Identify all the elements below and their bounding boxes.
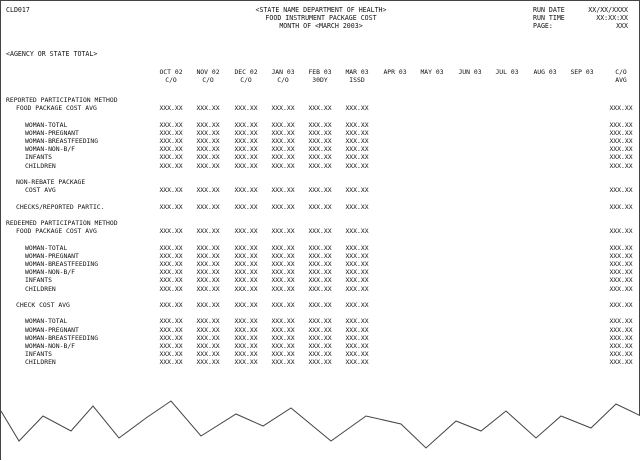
table-cell: XXX.XX [234, 186, 258, 195]
table-cell: XXX.XX [345, 251, 369, 260]
table-cell: XXX.XX [196, 145, 220, 154]
table-cell: XXX.XX [609, 153, 633, 162]
table-cell: XXX.XX [345, 317, 369, 326]
table-cell: XXX.XX [234, 260, 258, 268]
table-cell: XXX.XX [196, 317, 220, 326]
column-header: MAY 03 [420, 68, 444, 76]
table-cell: XXX.XX [609, 260, 633, 268]
torn-edge [1, 396, 640, 461]
table-cell: XXX.XX [609, 120, 633, 129]
table-cell: XXX.XX [308, 260, 332, 268]
table-cell: XXX.XX [271, 317, 295, 326]
table-cell: XXX.XX [234, 128, 258, 137]
table-cell: XXX.XX [159, 145, 183, 154]
table-cell: XXX.XX [345, 268, 369, 277]
table-cell: XXX.XX [196, 276, 220, 285]
row-label: WOMAN-NON-B/F [25, 145, 76, 154]
table-cell: XXX.XX [159, 342, 183, 350]
table-cell: XXX.XX [159, 227, 183, 236]
table-cell: XXX.XX [271, 325, 295, 334]
table-cell: XXX.XX [609, 128, 633, 137]
table-cell: XXX.XX [308, 120, 332, 129]
table-cell: XXX.XX [196, 120, 220, 129]
table-cell: XXX.XX [345, 301, 369, 309]
table-cell: XXX.XX [159, 317, 183, 326]
column-header: NOV 02 [196, 68, 220, 76]
table-cell: XXX.XX [609, 342, 633, 350]
row-label: WOMAN-TOTAL [25, 317, 68, 326]
table-cell: XXX.XX [308, 276, 332, 285]
table-cell: XXX.XX [345, 260, 369, 268]
row-label: REDEEMED PARTICIPATION METHOD [6, 219, 118, 227]
table-cell: XXX.XX [196, 243, 220, 252]
run-time-label: RUN TIME [533, 14, 565, 22]
table-cell: XXX.XX [609, 350, 633, 359]
row-label: WOMAN-PREGNANT [25, 128, 79, 137]
table-cell: XXX.XX [159, 268, 183, 277]
run-date-value: XX/XX/XXXX [588, 6, 628, 14]
report-month: MONTH OF <MARCH 2003> [279, 22, 363, 30]
table-cell: XXX.XX [159, 276, 183, 285]
column-header: MAR 03 [345, 68, 369, 76]
row-label: CHILDREN [25, 161, 56, 170]
table-cell: XXX.XX [345, 137, 369, 145]
column-header: JUN 03 [458, 68, 482, 76]
table-cell: XXX.XX [609, 317, 633, 326]
table-cell: XXX.XX [234, 350, 258, 359]
table-cell: XXX.XX [345, 161, 369, 170]
row-label: NON-REBATE PACKAGE [16, 178, 86, 186]
table-cell: XXX.XX [234, 251, 258, 260]
table-cell: XXX.XX [271, 104, 295, 113]
table-cell: XXX.XX [234, 342, 258, 350]
column-header: JAN 03 [271, 68, 295, 76]
table-cell: XXX.XX [271, 358, 295, 367]
table-cell: XXX.XX [308, 268, 332, 277]
table-cell: XXX.XX [308, 145, 332, 154]
table-cell: XXX.XX [345, 342, 369, 350]
row-label: WOMAN-NON-B/F [25, 342, 76, 350]
table-cell: XXX.XX [345, 104, 369, 113]
table-cell: XXX.XX [345, 153, 369, 162]
table-cell: XXX.XX [234, 120, 258, 129]
table-cell: XXX.XX [308, 251, 332, 260]
table-cell: XXX.XX [609, 284, 633, 293]
table-cell: XXX.XX [308, 202, 332, 211]
column-header: SEP 03 [570, 68, 594, 76]
table-cell: XXX.XX [196, 260, 220, 268]
table-cell: XXX.XX [308, 358, 332, 367]
report-title: FOOD INSTRUMENT PACKAGE COST [265, 14, 377, 22]
table-cell: XXX.XX [308, 301, 332, 309]
table-cell: XXX.XX [159, 358, 183, 367]
table-cell: XXX.XX [308, 317, 332, 326]
row-label: FOOD PACKAGE COST AVG [16, 227, 97, 236]
table-cell: XXX.XX [234, 268, 258, 277]
row-label: CHECK COST AVG [16, 301, 70, 309]
row-label: INFANTS [25, 153, 52, 162]
table-cell: XXX.XX [308, 227, 332, 236]
table-cell: XXX.XX [196, 251, 220, 260]
table-cell: XXX.XX [196, 342, 220, 350]
table-cell: XXX.XX [196, 284, 220, 293]
table-cell: XXX.XX [234, 358, 258, 367]
table-cell: XXX.XX [271, 120, 295, 129]
table-cell: XXX.XX [234, 284, 258, 293]
table-cell: XXX.XX [234, 317, 258, 326]
table-cell: XXX.XX [196, 301, 220, 309]
table-cell: XXX.XX [234, 333, 258, 342]
page-label: PAGE: [533, 22, 553, 30]
table-cell: XXX.XX [234, 153, 258, 162]
table-cell: XXX.XX [345, 145, 369, 154]
row-label: WOMAN-BREASTFEEDING [25, 333, 99, 342]
table-cell: XXX.XX [271, 251, 295, 260]
table-cell: XXX.XX [271, 202, 295, 211]
table-cell: XXX.XX [308, 350, 332, 359]
table-cell: XXX.XX [271, 342, 295, 350]
table-cell: XXX.XX [196, 268, 220, 277]
table-cell: XXX.XX [234, 301, 258, 309]
table-cell: XXX.XX [308, 333, 332, 342]
table-cell: XXX.XX [345, 227, 369, 236]
table-cell: XXX.XX [234, 227, 258, 236]
table-cell: XXX.XX [271, 145, 295, 154]
table-cell: XXX.XX [345, 276, 369, 285]
table-cell: XXX.XX [345, 333, 369, 342]
column-header: AUG 03 [533, 68, 557, 76]
table-cell: XXX.XX [159, 301, 183, 309]
table-cell: XXX.XX [196, 186, 220, 195]
row-label: WOMAN-PREGNANT [25, 325, 79, 334]
column-header: C/O [615, 68, 627, 76]
column-header: JUL 03 [495, 68, 519, 76]
row-label: CHECKS/REPORTED PARTIC. [16, 202, 105, 211]
table-cell: XXX.XX [609, 161, 633, 170]
row-label: WOMAN-PREGNANT [25, 251, 79, 260]
table-cell: XXX.XX [308, 284, 332, 293]
table-cell: XXX.XX [271, 350, 295, 359]
table-cell: XXX.XX [345, 358, 369, 367]
table-cell: XXX.XX [271, 268, 295, 277]
table-cell: XXX.XX [196, 227, 220, 236]
table-cell: XXX.XX [159, 104, 183, 113]
table-cell: XXX.XX [345, 350, 369, 359]
table-cell: XXX.XX [308, 325, 332, 334]
column-subheader: C/O [240, 76, 252, 84]
table-cell: XXX.XX [234, 325, 258, 334]
table-cell: XXX.XX [609, 268, 633, 277]
column-header: FEB 03 [308, 68, 332, 76]
table-cell: XXX.XX [308, 161, 332, 170]
row-label: COST AVG [25, 186, 56, 195]
table-cell: XXX.XX [609, 301, 633, 309]
row-label: WOMAN-BREASTFEEDING [25, 260, 99, 268]
table-cell: XXX.XX [159, 260, 183, 268]
table-cell: XXX.XX [271, 276, 295, 285]
row-label: WOMAN-TOTAL [25, 243, 68, 252]
table-cell: XXX.XX [609, 325, 633, 334]
table-cell: XXX.XX [308, 186, 332, 195]
column-header: OCT 02 [159, 68, 183, 76]
row-label: REPORTED PARTICIPATION METHOD [6, 96, 118, 104]
table-cell: XXX.XX [159, 137, 183, 145]
run-date-label: RUN DATE [533, 6, 565, 14]
table-cell: XXX.XX [196, 202, 220, 211]
table-cell: XXX.XX [159, 161, 183, 170]
table-cell: XXX.XX [159, 350, 183, 359]
table-cell: XXX.XX [234, 161, 258, 170]
table-cell: XXX.XX [271, 260, 295, 268]
table-cell: XXX.XX [609, 202, 633, 211]
table-cell: XXX.XX [234, 145, 258, 154]
table-cell: XXX.XX [196, 153, 220, 162]
table-cell: XXX.XX [196, 358, 220, 367]
table-cell: XXX.XX [234, 202, 258, 211]
table-cell: XXX.XX [159, 243, 183, 252]
page-value: XXX [616, 22, 628, 30]
row-label: CHILDREN [25, 358, 56, 367]
column-subheader: C/O [277, 76, 289, 84]
table-cell: XXX.XX [159, 202, 183, 211]
column-subheader: ISSD [349, 76, 365, 84]
table-cell: XXX.XX [159, 284, 183, 293]
table-cell: XXX.XX [196, 161, 220, 170]
table-cell: XXX.XX [196, 137, 220, 145]
table-cell: XXX.XX [234, 137, 258, 145]
column-subheader: AVG [615, 76, 627, 84]
table-cell: XXX.XX [196, 325, 220, 334]
table-cell: XXX.XX [308, 153, 332, 162]
table-cell: XXX.XX [345, 186, 369, 195]
table-cell: XXX.XX [609, 137, 633, 145]
table-cell: XXX.XX [234, 276, 258, 285]
row-label: FOOD PACKAGE COST AVG [16, 104, 97, 113]
table-cell: XXX.XX [271, 153, 295, 162]
table-cell: XXX.XX [308, 243, 332, 252]
table-cell: XXX.XX [271, 333, 295, 342]
table-cell: XXX.XX [234, 243, 258, 252]
agency-label: <AGENCY OR STATE TOTAL> [6, 50, 98, 58]
table-cell: XXX.XX [159, 120, 183, 129]
row-label: CHILDREN [25, 284, 56, 293]
table-cell: XXX.XX [159, 251, 183, 260]
table-cell: XXX.XX [308, 128, 332, 137]
table-cell: XXX.XX [609, 186, 633, 195]
table-cell: XXX.XX [308, 104, 332, 113]
table-cell: XXX.XX [196, 104, 220, 113]
table-cell: XXX.XX [196, 333, 220, 342]
table-cell: XXX.XX [271, 137, 295, 145]
table-cell: XXX.XX [271, 284, 295, 293]
run-time-value: XX:XX:XX [596, 14, 628, 22]
table-cell: XXX.XX [308, 137, 332, 145]
table-cell: XXX.XX [196, 350, 220, 359]
table-cell: XXX.XX [271, 227, 295, 236]
table-cell: XXX.XX [609, 276, 633, 285]
table-cell: XXX.XX [271, 186, 295, 195]
table-cell: XXX.XX [609, 227, 633, 236]
table-cell: XXX.XX [234, 104, 258, 113]
column-header: DEC 02 [234, 68, 258, 76]
row-label: INFANTS [25, 276, 52, 285]
table-cell: XXX.XX [271, 128, 295, 137]
table-cell: XXX.XX [609, 333, 633, 342]
table-cell: XXX.XX [345, 325, 369, 334]
table-cell: XXX.XX [308, 342, 332, 350]
table-cell: XXX.XX [609, 145, 633, 154]
table-cell: XXX.XX [271, 301, 295, 309]
table-cell: XXX.XX [345, 284, 369, 293]
table-cell: XXX.XX [609, 358, 633, 367]
table-cell: XXX.XX [345, 202, 369, 211]
table-cell: XXX.XX [159, 325, 183, 334]
table-cell: XXX.XX [345, 243, 369, 252]
column-subheader: 30DY [312, 76, 328, 84]
report-title-agency: <STATE NAME DEPARTMENT OF HEALTH> [255, 6, 387, 14]
table-cell: XXX.XX [159, 153, 183, 162]
column-subheader: C/O [202, 76, 214, 84]
table-cell: XXX.XX [609, 243, 633, 252]
table-cell: XXX.XX [196, 128, 220, 137]
row-label: WOMAN-BREASTFEEDING [25, 137, 99, 145]
column-subheader: C/O [165, 76, 177, 84]
row-label: WOMAN-TOTAL [25, 120, 68, 129]
table-cell: XXX.XX [159, 128, 183, 137]
column-header: APR 03 [383, 68, 407, 76]
table-cell: XXX.XX [345, 128, 369, 137]
row-label: WOMAN-NON-B/F [25, 268, 76, 277]
table-cell: XXX.XX [345, 120, 369, 129]
report-id: CLD017 [6, 6, 30, 14]
table-cell: XXX.XX [609, 251, 633, 260]
table-cell: XXX.XX [609, 104, 633, 113]
table-cell: XXX.XX [271, 243, 295, 252]
table-cell: XXX.XX [159, 333, 183, 342]
table-cell: XXX.XX [271, 161, 295, 170]
row-label: INFANTS [25, 350, 52, 359]
table-cell: XXX.XX [159, 186, 183, 195]
